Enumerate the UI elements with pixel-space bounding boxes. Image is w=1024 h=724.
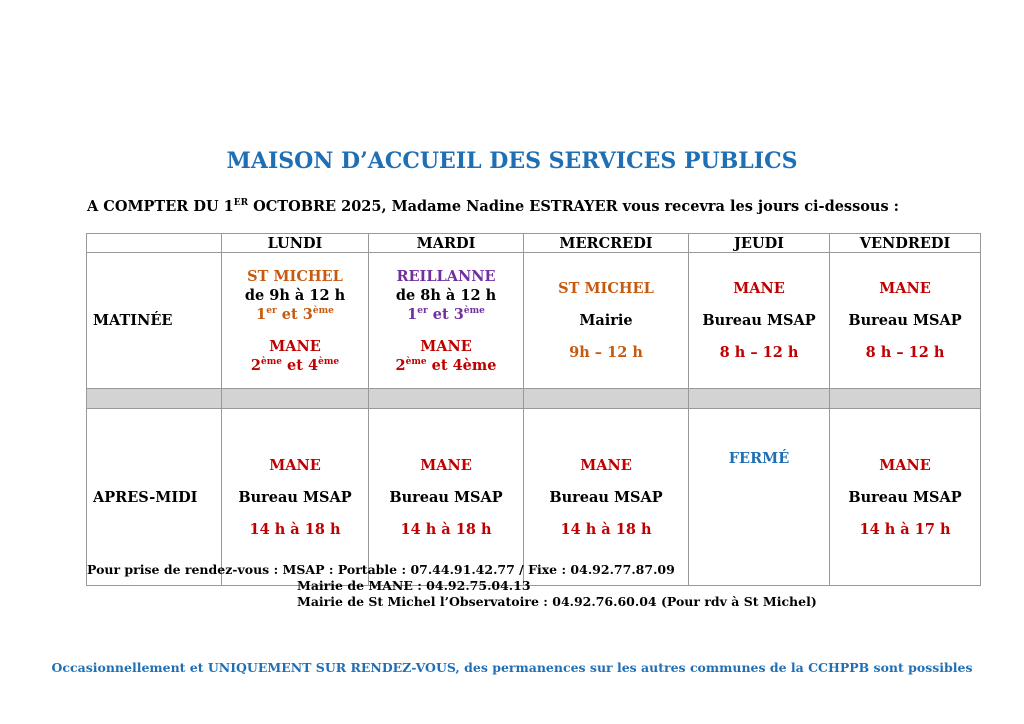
hours-text: 14 h à 17 h bbox=[859, 520, 951, 538]
intro-after: OCTOBRE 2025, Madame Nadine ESTRAYER vous recevra les jours ci-dessous : bbox=[248, 198, 900, 215]
table-row-apres-midi bbox=[87, 409, 981, 586]
hours-text: 14 h à 18 h bbox=[249, 520, 341, 538]
cell-apres-midi-vendredi bbox=[830, 409, 981, 586]
cell-matinee-lundi bbox=[222, 253, 369, 389]
place-st-michel: ST MICHEL bbox=[247, 267, 343, 285]
location-text: Bureau MSAP bbox=[702, 312, 816, 329]
cell-apres-midi-lundi bbox=[222, 409, 369, 586]
cell-apres-midi-jeudi bbox=[689, 409, 830, 586]
weeks-text: 2ème et 4ème bbox=[395, 356, 497, 374]
cell-matinee-mercredi bbox=[524, 253, 689, 389]
weeks-text: 1er et 3ème bbox=[256, 305, 334, 323]
cell-apres-midi-mardi bbox=[369, 409, 524, 586]
place-mane: MANE bbox=[420, 456, 472, 474]
cell-apres-midi-mercredi bbox=[524, 409, 689, 586]
hours-text: 14 h à 18 h bbox=[560, 520, 652, 538]
location-text: Bureau MSAP bbox=[848, 312, 962, 329]
cell-matinee-jeudi bbox=[689, 253, 830, 389]
separator-cell bbox=[524, 389, 689, 409]
weeks-text: 1er et 3ème bbox=[407, 305, 485, 323]
place-reillanne: REILLANNE bbox=[396, 267, 496, 285]
separator-row bbox=[87, 389, 981, 409]
place-mane: MANE bbox=[879, 280, 931, 297]
separator-cell bbox=[830, 389, 981, 409]
separator-cell bbox=[369, 389, 524, 409]
hours-text: 14 h à 18 h bbox=[400, 520, 492, 538]
contact-line-mairie-mane: Mairie de MANE : 04.92.75.04.13 bbox=[297, 578, 531, 593]
table-header-row bbox=[87, 234, 981, 253]
contact-line-msap: Pour prise de rendez-vous : MSAP : Portable : 07.44.91.42.77 / Fixe : 04.92.77.87.09 bbox=[87, 562, 675, 577]
separator-cell bbox=[689, 389, 830, 409]
header-lundi: LUNDI bbox=[222, 234, 369, 253]
hours-text: 8 h – 12 h bbox=[865, 344, 945, 361]
location-text: Bureau MSAP bbox=[238, 488, 352, 506]
place-mane: MANE bbox=[580, 456, 632, 474]
intro-sup: ER bbox=[233, 198, 249, 209]
header-empty-cell bbox=[87, 234, 222, 253]
hours-text: 8 h – 12 h bbox=[719, 344, 799, 361]
hours-text: de 9h à 12 h bbox=[244, 286, 346, 304]
location-text: Bureau MSAP bbox=[549, 488, 663, 506]
status-ferme: FERMÉ bbox=[728, 450, 790, 467]
table-row-matinee bbox=[87, 253, 981, 389]
place-mane: MANE bbox=[420, 337, 472, 355]
header-mercredi: MERCREDI bbox=[524, 234, 689, 253]
place-mane: MANE bbox=[269, 456, 321, 474]
location-text: Bureau MSAP bbox=[389, 488, 503, 506]
place-mane: MANE bbox=[733, 280, 785, 297]
hours-text: de 8h à 12 h bbox=[395, 286, 497, 304]
separator-cell bbox=[222, 389, 369, 409]
footer-note: Occasionnellement et UNIQUEMENT SUR RENDEZ-VOUS, des permanences sur les autres communes de la CCHPPB sont possibles bbox=[51, 660, 973, 675]
weeks-text: 2ème et 4ème bbox=[250, 356, 340, 374]
header-mardi: MARDI bbox=[369, 234, 524, 253]
contact-info bbox=[87, 562, 817, 610]
header-vendredi: VENDREDI bbox=[830, 234, 981, 253]
header-jeudi: JEUDI bbox=[689, 234, 830, 253]
contact-line-mairie-st-michel: Mairie de St Michel l’Observatoire : 04.92.76.60.04 (Pour rdv à St Michel) bbox=[297, 594, 817, 609]
place-st-michel: ST MICHEL bbox=[558, 280, 654, 297]
row-label-matinee: MATINÉE bbox=[87, 253, 222, 389]
page-title: MAISON D’ACCUEIL DES SERVICES PUBLICS bbox=[226, 148, 798, 174]
place-mane: MANE bbox=[269, 337, 321, 355]
cell-matinee-vendredi bbox=[830, 253, 981, 389]
schedule-table bbox=[86, 233, 981, 586]
location-text: Bureau MSAP bbox=[848, 488, 962, 506]
separator-cell bbox=[87, 389, 222, 409]
intro-before: A COMPTER DU 1 bbox=[87, 198, 234, 215]
location-text: Mairie bbox=[579, 312, 633, 329]
place-mane: MANE bbox=[879, 456, 931, 474]
row-label-apres-midi: APRES-MIDI bbox=[87, 409, 222, 586]
hours-text: 9h – 12 h bbox=[569, 344, 643, 361]
intro-text bbox=[87, 198, 899, 215]
cell-matinee-mardi bbox=[369, 253, 524, 389]
